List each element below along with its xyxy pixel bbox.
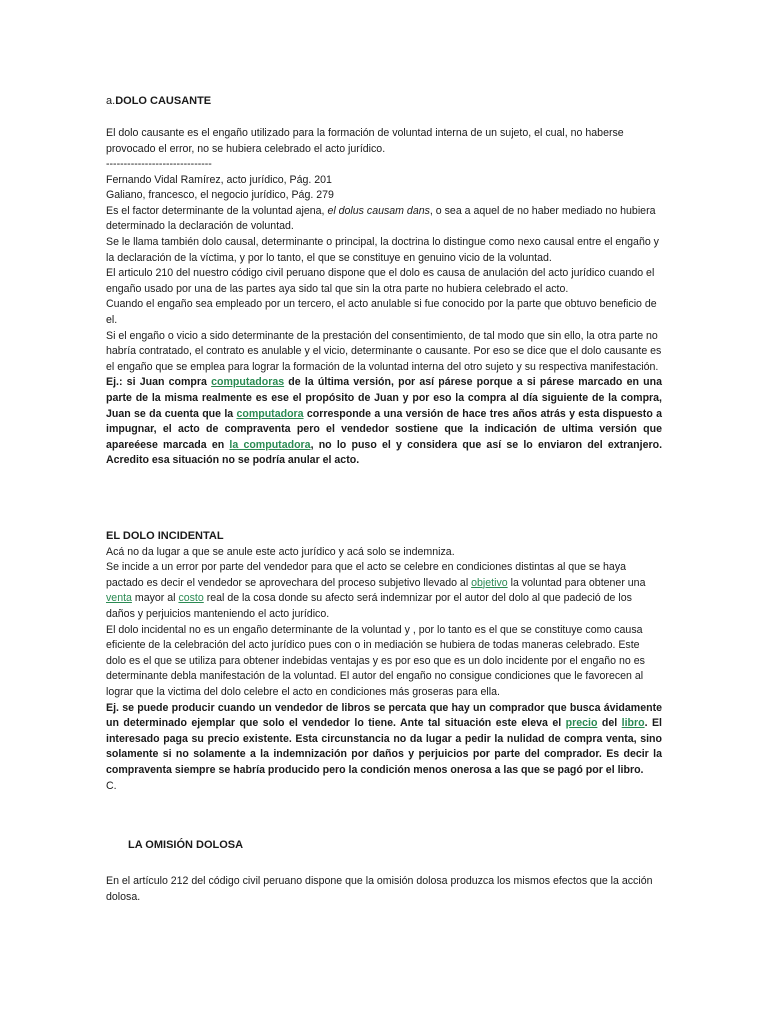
section-marker: C.	[106, 779, 117, 792]
example-paragraph-b	[106, 701, 662, 779]
text-run: real de la cosa donde su afecto será indemnizar por el autor del dolo al que padeció de los daños y perjuicios manteniendo el acto jurídico.	[106, 592, 632, 620]
paragraph-incide	[106, 560, 662, 622]
reference-1: Fernando Vidal Ramírez, acto jurídico, Pág. 201	[106, 173, 332, 186]
section-c	[106, 874, 662, 905]
paragraph-factor	[106, 204, 662, 235]
heading-dolo-incidental: EL DOLO INCIDENTAL	[106, 530, 224, 542]
link-computadora[interactable]: computadora	[236, 407, 304, 420]
section-a-body	[106, 157, 662, 469]
text-run: Ej. se puede producir cuando un vendedor de libros se percata que hay un comprador que busca ávidamente un determinado ejemplar que solo el vendedor lo tiene. Ante tal situación este eleva el	[106, 701, 662, 730]
link-costo[interactable]: costo	[178, 592, 204, 605]
text-run: , o sea a aquel de no haber mediado no hubiera determinado la declaración de voluntad.	[106, 204, 656, 233]
text-run: Se incide a un error por parte del vendedor para que el acto se celebre en condiciones distintas al que se haya pactado es decir el vendedor se aprovechara del proceso subjetivo llevado al	[106, 561, 627, 589]
example-paragraph-a	[106, 375, 662, 469]
text-run: la voluntad para obtener una	[507, 576, 646, 589]
paragraph-articulo-212: En el artículo 212 del código civil peruano dispone que la omisión dolosa produzca los mismos efectos que la acción dolosa.	[106, 875, 653, 903]
link-venta[interactable]: venta	[106, 592, 132, 605]
heading-omision-dolosa: LA OMISIÓN DOLOSA	[128, 839, 244, 851]
link-precio[interactable]: precio	[565, 717, 598, 730]
text-run: Es el factor determinante de la voluntad ajena,	[106, 204, 328, 217]
separator-line: ------------------------------	[106, 158, 212, 170]
paragraph-no-anula: Acá no da lugar a que se anule este acto jurídico y acá solo se indemniza.	[106, 545, 455, 558]
paragraph-articulo-210: El articulo 210 del nuestro código civil peruano dispone que el dolo es causa de anulación del acto jurídico cuando el engaño usado por una de las partes aya sido tal que sin la otra parte no hubiera celebrado el acto.	[106, 267, 655, 295]
link-objetivo[interactable]: objetivo	[471, 576, 508, 589]
text-run: mayor al	[131, 592, 179, 605]
paragraph-engano: Si el engaño o vicio a sido determinante de la prestación del consentimiento, de tal modo que sin ello, la otra parte no habría contratado, el contrato es anulable y el vicio, determinante o causante. Por eso se dice que el dolo causante es el engaño que se emplea para lograr la formación de la voluntad interna del otro sujeto y su respectiva manifestación.	[106, 329, 662, 373]
link-libro[interactable]: libro	[621, 717, 645, 730]
section-a-intro	[106, 126, 662, 157]
text-run: del	[597, 717, 622, 730]
text-run: de la última versión, por así párese porque a si párese marcado en una parte de la misma realmente es ese el propósito de Juan y por eso la compra al día siguiente de la compra, Juan se da cuenta que la	[106, 376, 662, 420]
link-computadoras[interactable]: computadoras	[211, 376, 285, 389]
heading-dolo-causante	[106, 95, 211, 107]
text-run: corresponde a una versión de hace tres años atrás y esta dispuesto a impugnar, el acto de compraventa pero el vendedor sostiene que la indicación de ultima versión que apareéese marcada en	[106, 407, 662, 451]
text-run: Ej.: si Juan compra	[106, 376, 212, 389]
reference-2: Galiano, francesco, el negocio jurídico, Pág. 279	[106, 189, 334, 202]
section-b	[106, 529, 662, 794]
link-la-computadora[interactable]: la computadora	[229, 438, 311, 451]
heading-text: DOLO CAUSANTE	[115, 95, 212, 107]
text-run: , no lo puso el y considera que así se lo enviaron del extranjero. Acredito esa situación no se podría anular el acto.	[106, 438, 663, 467]
intro-paragraph: El dolo causante es el engaño utilizado para la formación de voluntad interna de un sujeto, el cual, no haberse provocado el error, no se hubiera celebrado el acto jurídico.	[106, 127, 624, 155]
text-run: . El interesado paga su precio existente. Esta circunstancia no da lugar a pedir la nulidad de compra venta, sino solamente si no solamente a la indemnización por daños y perjuicios por parte del comprador. Es decir la compraventa siempre se habría producido pero la condición menos onerosa a las que se pagó por el libro.	[106, 717, 662, 776]
paragraph-dolo-causal: Se le llama también dolo causal, determinante o principal, la doctrina lo distingue como nexo causal entre el engaño y la declaración de la víctima, y por lo tanto, el que se constituye en genuino vicio de la voluntad.	[106, 235, 659, 264]
paragraph-tercero: Cuando el engaño sea empleado por un tercero, el acto anulable si fue conocido por la parte que obtuvo beneficio de el.	[106, 298, 657, 326]
latin-phrase: el dolus causam dans	[327, 204, 430, 217]
paragraph-no-determinante: El dolo incidental no es un engaño determinante de la voluntad y , por lo tanto es el que se constituye como causa eficiente de la celebración del acto jurídico pues con o in mediación se hubiera de todas maneras celebrado. Este dolo es el que se utiliza para obtener indebidas ventajas y es por eso que es un dolo incidente por el engaño no es determinante debla manifestación de la voluntad. El autor del engaño no consigue condiciones que le favorecen al lograr que la victima del dolo celebre el acto en condiciones más groseras para ella.	[106, 623, 645, 698]
heading-prefix: a.	[106, 95, 116, 107]
